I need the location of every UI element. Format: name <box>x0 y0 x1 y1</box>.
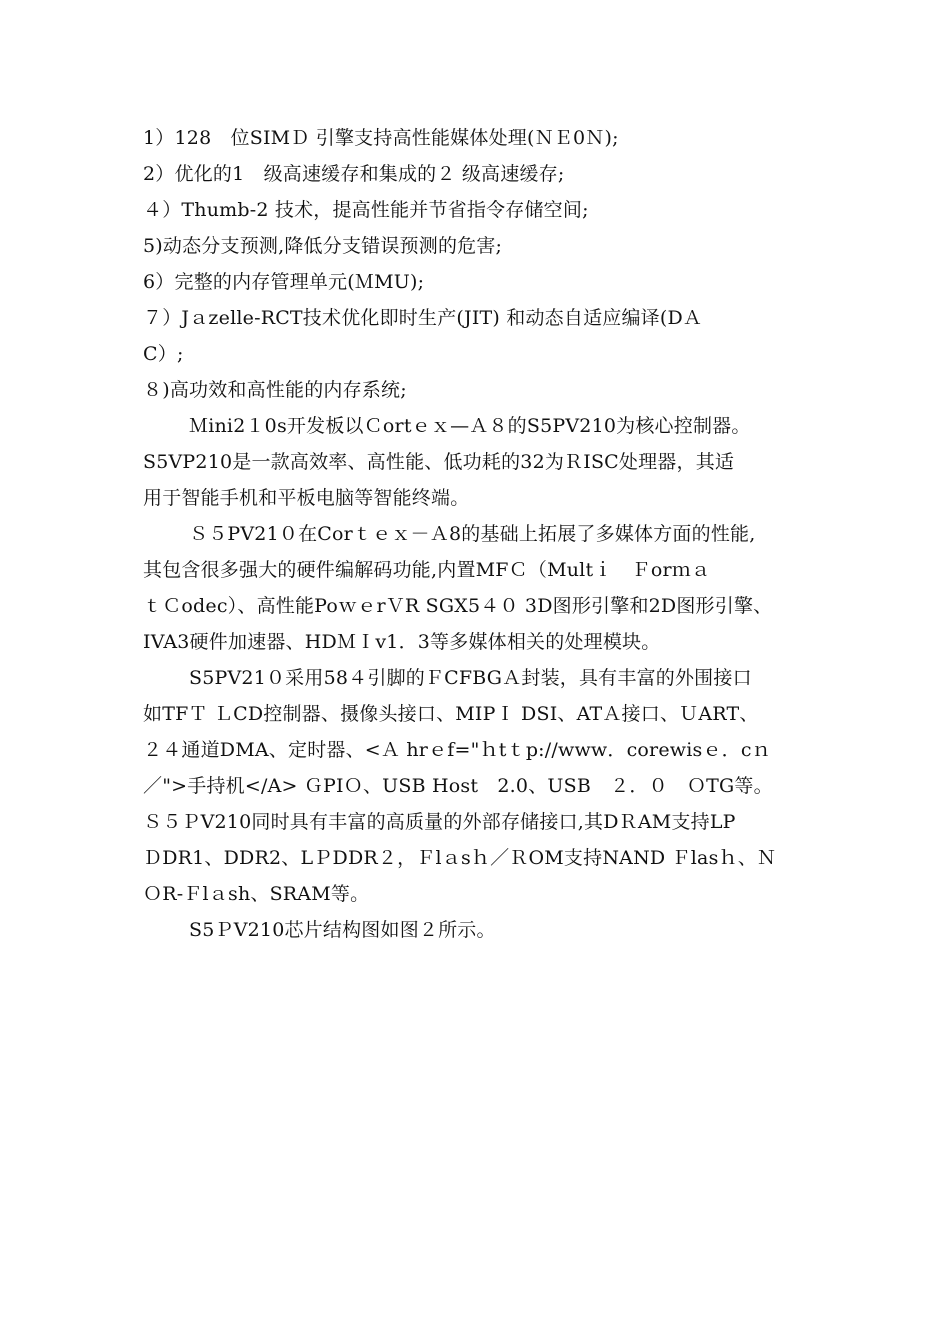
list-item-cache: 2）优化的1 级高速缓存和集成的２ 级高速缓存; <box>143 163 565 185</box>
list-item-thumb2: ４）Thumb-2 技术，提高性能并节省指令存储空间; <box>143 199 589 221</box>
list-item-jazelle-cont: C）; <box>143 343 184 365</box>
paragraph-mini210s: Ｍini2１0s开发板以Ｃortｅｘ—Ａ８的S5PV210为核心控制器。 <box>189 415 751 437</box>
paragraph-package-line7: ＯR-Ｆlａsh、SRAM等。 <box>143 883 370 905</box>
list-item-mmu: 6）完整的内存管理单元(ＭMU); <box>143 271 425 293</box>
list-item-branch-prediction: 5)动态分支预测,降低分支错误预测的危害; <box>143 235 503 257</box>
paragraph-package-line2: 如TFＴ ＬCD控制器、摄像头接口、MIPＩ DSI、ATＡ接口、ＵART、 <box>143 703 759 725</box>
list-item-jazelle: ７）Jａzelle-RCT技术优化即时生产(JIT) 和动态自适应编译(DＡ <box>143 307 703 329</box>
paragraph-mini210s-line3: 用于智能手机和平板电脑等智能终端。 <box>143 487 470 509</box>
paragraph-multimedia-line4: IVA3硬件加速器、HDＭＩv1．3等多媒体相关的处理模块。 <box>143 631 661 653</box>
body-text <box>143 120 823 948</box>
paragraph-multimedia: Ｓ５PV21０在Corｔｅｘ－Ａ8的基础上拓展了多媒体方面的性能, <box>189 523 756 545</box>
paragraph-package-line3: ２４通道DMA、定时器、<Ａ hrｅf="ｈtｔp://www．corewisｅ．cｎ <box>143 739 771 761</box>
paragraph-multimedia-line3: ｔＣodec）、高性能PoｗｅrＶR SGX5４０ 3D图形引擎和2D图形引擎、 <box>143 595 773 617</box>
paragraph-mini210s-line2: S5VP210是一款高效率、高性能、低功耗的32为ＲISC处理器，其适 <box>143 451 735 473</box>
paragraph-multimedia-line2: 其包含很多强大的硬件编解码功能,内置MFＣ（Multｉ Ｆorｍａ <box>143 559 711 581</box>
list-item-simd: 1）128 位SIMＤ 引擎支持高性能媒体处理(ＮＥ0Ｎ); <box>143 127 619 149</box>
list-item-memory-system: ８)高功效和高性能的内存系统; <box>143 379 407 401</box>
paragraph-package-line4: ／">手持机</A> ＧPIＯ、USB Host 2.0、USB ２．０ ＯTG等。 <box>143 775 773 797</box>
paragraph-package: S5PV21０采用58４引脚的ＦCFBGＡ封装，具有丰富的外围接口 <box>189 667 752 689</box>
paragraph-package-line5: Ｓ５ＰV210同时具有丰富的高质量的外部存储接口,其DＲAM支持LP <box>143 811 736 833</box>
paragraph-package-line6: ＤDR1、DDR2、LＰDDR２，Ｆlａsｈ／ＲOM支持NAND Ｆlasｈ、Ｎ <box>143 847 777 869</box>
paragraph-figure-ref: S5ＰV210芯片结构图如图２所示。 <box>189 919 496 941</box>
